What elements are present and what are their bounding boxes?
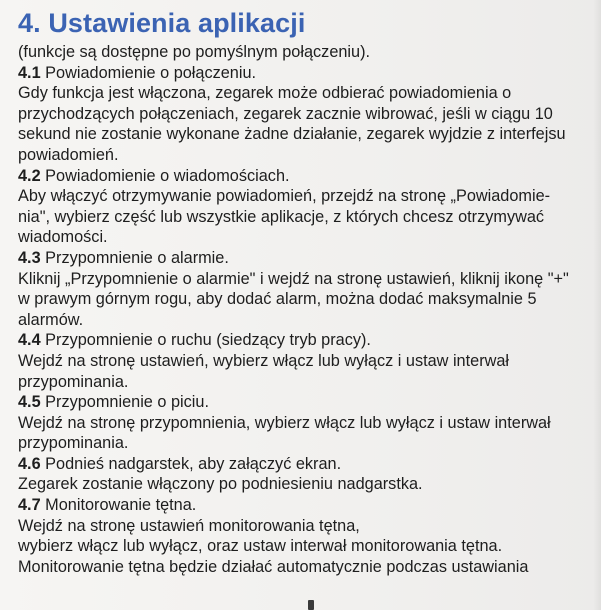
section-number: 4.5 [18,393,41,412]
section-body: Wejdź na stronę ustawień, wybierz włącz lub wyłącz i ustaw interwał przypominania. [18,351,510,391]
section-heading [18,392,601,413]
section-title: Przypomnienie o ruchu (siedzący tryb pracy). [45,331,371,350]
section-heading [18,248,601,269]
section-body: Zegarek zostanie włączony po podniesieniu nadgarstka. [18,475,423,494]
section-body: Wejdź na stronę ustawień monitorowania tętna, wybierz włącz lub wyłącz, oraz ustaw interwał monitorowania tętna. Monitorowanie tętna będzie działać automatycznie podczas ustawiania [18,516,529,576]
section-body: Aby włączyć otrzymywanie powiadomień, przejdź na stronę „Powiadomie- nia", wybierz część lub wszystkie aplikacje, z których chcesz otrzymywać wiadomości. [18,187,551,247]
section-heading [18,166,601,187]
section-number: 4.6 [18,454,41,473]
section-body: Wejdź na stronę przypomnienia, wybierz włącz lub wyłącz i ustaw interwał przypominania. [18,413,551,453]
section-number: 4.2 [18,166,41,185]
section-heart-rate [18,495,601,577]
section-heading [18,63,601,84]
section-alarm-reminder [18,248,601,330]
section-drink-reminder [18,392,601,454]
page-subtitle: (funkcje są dostępne po pomyślnym połączeniu). [18,43,371,61]
section-title: Powiadomienie o wiadomościach. [45,166,290,185]
section-title: Monitorowanie tętna. [45,496,197,515]
section-title: Przypomnienie o alarmie. [45,248,229,267]
section-number: 4.7 [18,496,41,515]
section-heading [18,454,601,475]
section-title: Powiadomienie o połączeniu. [45,63,257,82]
section-heading [18,495,601,516]
section-number: 4.4 [18,331,41,350]
section-notification-messages [18,166,601,248]
section-notification-call [18,63,601,166]
section-sedentary-reminder [18,330,601,392]
page-number-fragment [308,600,314,610]
page-title: 4. Ustawienia aplikacji [18,8,306,38]
section-number: 4.3 [18,248,41,267]
document-page [18,6,601,577]
section-title: Przypomnienie o piciu. [45,393,209,412]
section-title: Podnieś nadgarstek, aby załączyć ekran. [45,454,342,473]
section-body: Kliknij „Przypomnienie o alarmie" i wejdź na stronę ustawień, kliknij ikonę "+" w prawym górnym rogu, aby dodać alarm, można dodać maksymalnie 5 alarmów. [18,269,569,329]
section-wrist-raise [18,454,601,495]
section-heading [18,330,601,351]
section-body: Gdy funkcja jest włączona, zegarek może odbierać powiadomienia o przychodzących połączeniach, zegarek zacznie wibrować, jeśli w ciągu 10 sekund nie zostanie wykonane żadne działanie, zegarek wyjdzie z interfejsu powiadomień. [18,84,566,164]
scan-edge-shadow [593,0,601,610]
section-number: 4.1 [18,63,41,82]
